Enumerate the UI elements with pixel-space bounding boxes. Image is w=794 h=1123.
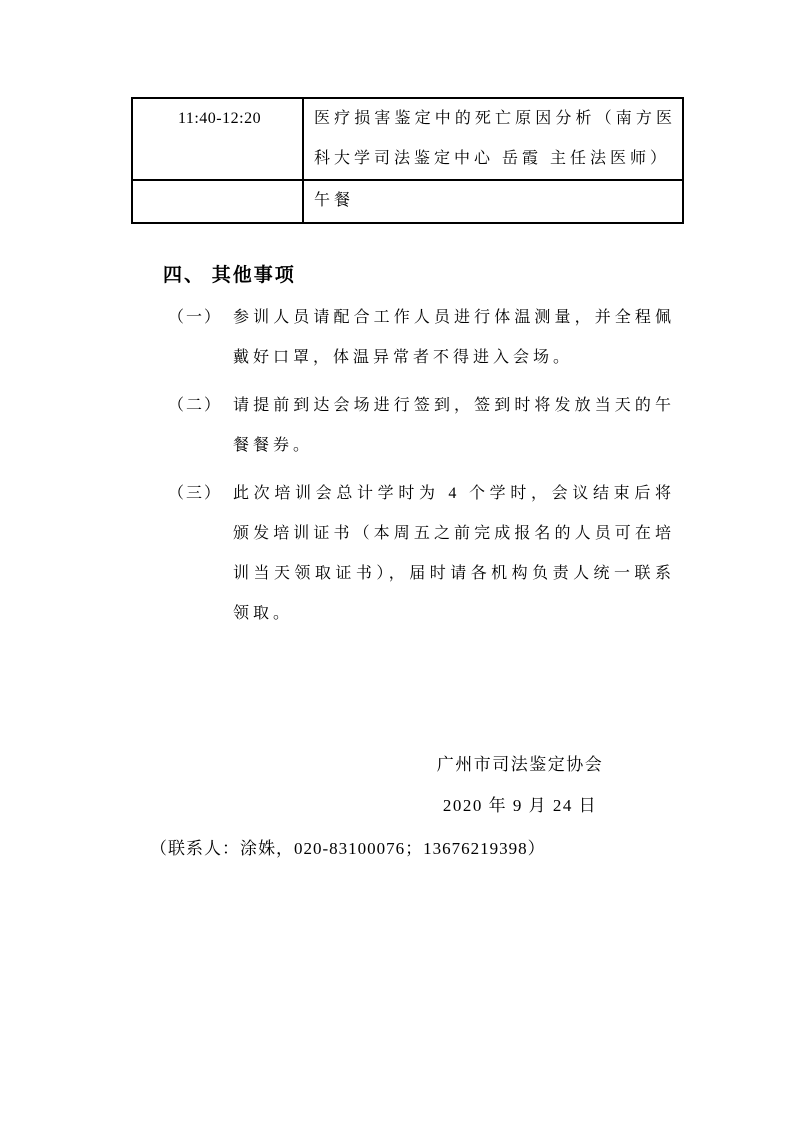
schedule-table: [131, 97, 684, 224]
contact-line: （联系人：涂姝，020-83100076；13676219398）: [150, 839, 546, 858]
table-row: [132, 180, 683, 223]
item-text: 此次培训会总计学时为 4 个学时，会议结束后将颁发培训证书（本周五之前完成报名的人员可在培训当天领取证书），届时请各机构负责人统一联系领取。: [233, 485, 675, 622]
section-heading: 四、 其他事项: [163, 265, 296, 286]
time-cell: 11:40-12:20: [132, 98, 303, 180]
item-text: 请提前到达会场进行签到，签到时将发放当天的午餐餐券。: [233, 397, 675, 454]
list-item: [168, 474, 675, 634]
content-cell: 医疗损害鉴定中的死亡原因分析（南方医科大学司法鉴定中心 岳霞 主任法医师）: [303, 98, 683, 180]
item-text: 参训人员请配合工作人员进行体温测量，并全程佩戴好口罩，体温异常者不得进入会场。: [233, 309, 675, 366]
other-matters-list: [168, 298, 675, 642]
item-number-label: （三）: [168, 485, 223, 502]
signature-organization: 广州市司法鉴定协会: [436, 755, 604, 774]
signature-date: 2020 年 9 月 24 日: [442, 796, 598, 815]
list-item: [168, 386, 675, 466]
item-number-label: （二）: [168, 397, 223, 414]
table-row: [132, 98, 683, 180]
item-number-label: （一）: [168, 309, 223, 326]
signature-block: [365, 744, 675, 826]
time-cell: [132, 180, 303, 223]
content-cell: 午餐: [303, 180, 683, 223]
list-item: [168, 298, 675, 378]
